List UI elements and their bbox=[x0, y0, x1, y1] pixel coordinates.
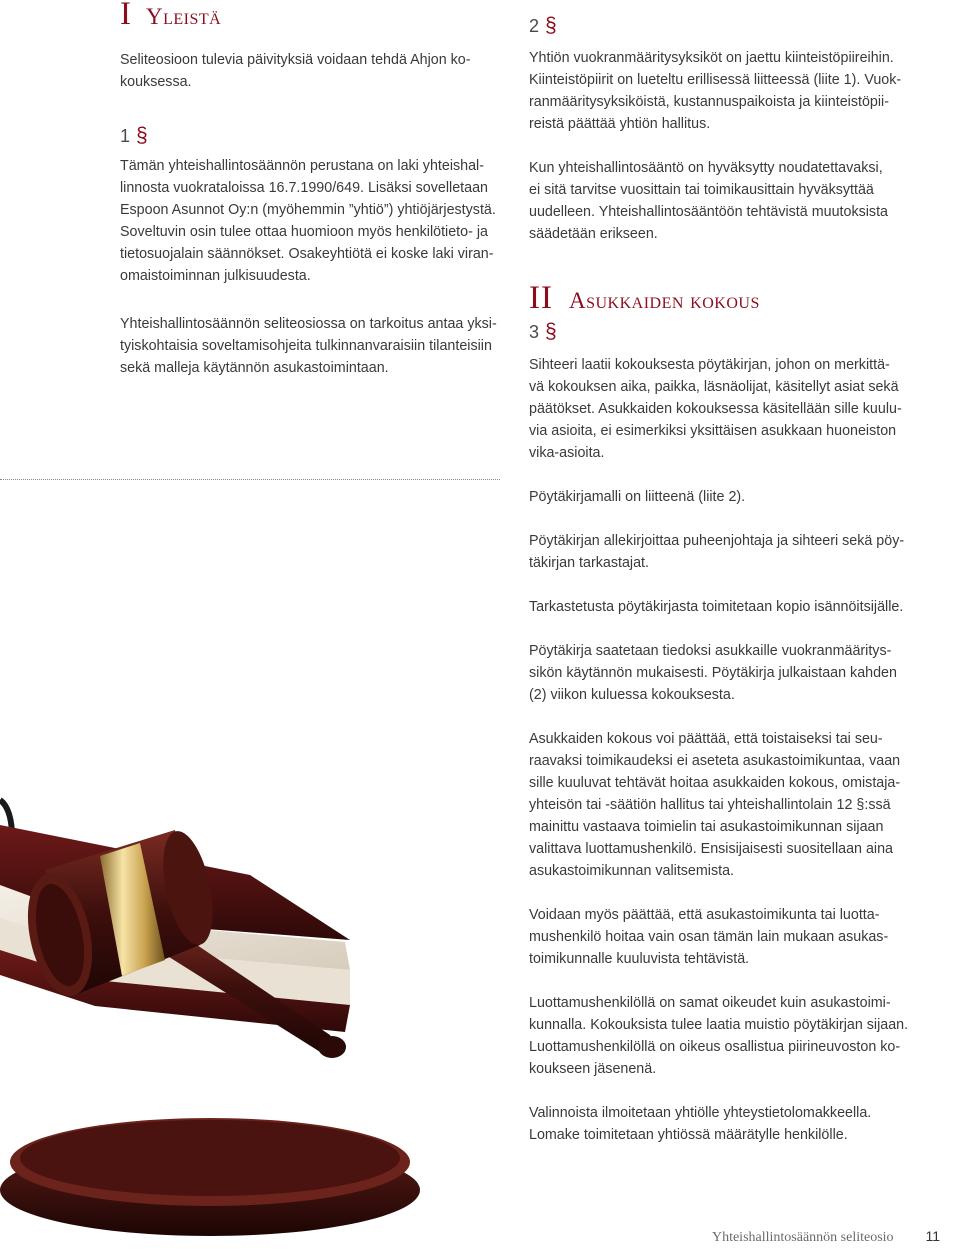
section-numeral: II bbox=[529, 280, 553, 316]
paragraph-1-number: 1 § bbox=[120, 124, 148, 147]
section-sign: § bbox=[545, 14, 557, 37]
publish-paragraph: Pöytäkirja saatetaan tiedoksi asukkaille vuokranmääritys- sikön käytännön mukaisesti. Pöytäkirja julkaistaan kahden (2) viikon kuluessa kokouksesta. bbox=[529, 643, 897, 703]
notification-paragraph: Valinnoista ilmoitetaan yhtiölle yhteystietolomakkeella. Lomake toimitetaan yhtiössä määrätylle henkilölle. bbox=[529, 1105, 872, 1143]
section-numeral: I bbox=[120, 0, 132, 32]
purpose-paragraph: Yhteishallintosäännön seliteosiossa on tarkoitus antaa yksi- tyiskohtaisia soveltamisohjeita tulkinnanvaraisiin tilanteisiin sekä malleja käytännön asukastoimintaan. bbox=[120, 316, 497, 376]
trustee-paragraph: Luottamushenkilöllä on samat oikeudet kuin asukastoimi- kunnalla. Kokouksista tulee laatia muistio pöytäkirjan sijaan. Luottamushenkilöllä on oikeus osallistua piirineuvoston ko- koukseen jäsenenä. bbox=[529, 995, 909, 1077]
page-number: 11 bbox=[925, 1228, 940, 1244]
section-sign: § bbox=[136, 124, 148, 147]
paragraph-1-body: Tämän yhteishallintosäännön perustana on laki yhteishal- linnosta vuokrataloissa 16.7.1990/649. Lisäksi sovelletaan Espoon Asunnot Oy:n (myöhemmin ”yhtiö”) yhtiöjärjestystä. Soveltuvin osin tulee ottaa huomioon myös henkilötieto- ja tietosuojalain säännökset. Osakeyhtiötä ei koske laki viran- omaistoiminnan julkisuudesta. bbox=[120, 158, 496, 284]
section-heading-ii bbox=[529, 280, 760, 317]
paragraph-2-body: Yhtiön vuokranmääritysyksiköt on jaettu kiinteistöpiireihin. Kiinteistöpiirit on lueteltu erillisessä liitteessä (liite 1). Vuok- ranmääritysyksiköistä, kustannuspaikoista ja kiinteistöpii- reistä päättää yhtiön hallitus. bbox=[529, 50, 902, 132]
dotted-divider bbox=[0, 479, 500, 480]
committee-paragraph: Asukkaiden kokous voi päättää, että toistaiseksi tai seu- raavaksi toimikaudeksi ei aseteta asukastoimikuntaa, vaan sille kuuluvat tehtävät hoitaa asukkaiden kokous, omistaja- yhteisön tai -säätiön hallitus tai yhteishallintolain 12 §:ssä mainittu vastaava toimielin tai asukastoimikunnan sijaan valittava luottamushenkilö. Ensisijaisesti suositellaan aina asukastoimikunnan valitsemista. bbox=[529, 731, 901, 879]
partial-tasks-paragraph: Voidaan myös päättää, että asukastoimikunta tai luotta- mushenkilö hoitaa vain osan tämän lain mukaan asukas- toimikunnalle kuuluvista tehtävistä. bbox=[529, 907, 889, 967]
section-title: Yleistä bbox=[146, 4, 222, 29]
paragraph-2-number: 2 § bbox=[529, 14, 557, 37]
section-heading-i bbox=[120, 0, 221, 33]
section-sign: § bbox=[545, 320, 557, 343]
signing-paragraph: Pöytäkirjan allekirjoittaa puheenjohtaja ja sihteeri sekä pöy- täkirjan tarkastajat. bbox=[529, 533, 905, 571]
paragraph-2b-body: Kun yhteishallintosääntö on hyväksytty noudatettavaksi, ei sitä tarvitse vuosittain tai toimikausittain hyväksyttää uudelleen. Yhteishallintosääntöön tehtävistä muutoksista säädetään erikseen. bbox=[529, 160, 888, 242]
copy-paragraph: Tarkastetusta pöytäkirjasta toimitetaan kopio isännöitsijälle. bbox=[529, 599, 904, 615]
page-footer bbox=[712, 1228, 940, 1246]
gavel-photo bbox=[0, 770, 525, 1240]
footer-title: Yhteishallintosäännön seliteosio bbox=[711, 1230, 894, 1245]
paragraph-3-number: 3 § bbox=[529, 320, 557, 343]
paragraph-3-body: Sihteeri laatii kokouksesta pöytäkirjan, johon on merkittä- vä kokouksen aika, paikka, läsnäolijat, käsitellyt asiat sekä päätökset. Asukkaiden kokouksessa käsitellään sille kuulu- via asioita, ei esimerkiksi yksittäisen asukkaan huoneiston vika-asioita. bbox=[529, 357, 902, 461]
appendix-note: Pöytäkirjamalli on liitteenä (liite 2). bbox=[529, 489, 746, 505]
intro-paragraph bbox=[120, 49, 500, 93]
section-title: Asukkaiden kokous bbox=[568, 288, 760, 313]
intro-text: Seliteosioon tulevia päivityksiä voidaan tehdä Ahjon ko- kouksessa. bbox=[120, 52, 471, 90]
